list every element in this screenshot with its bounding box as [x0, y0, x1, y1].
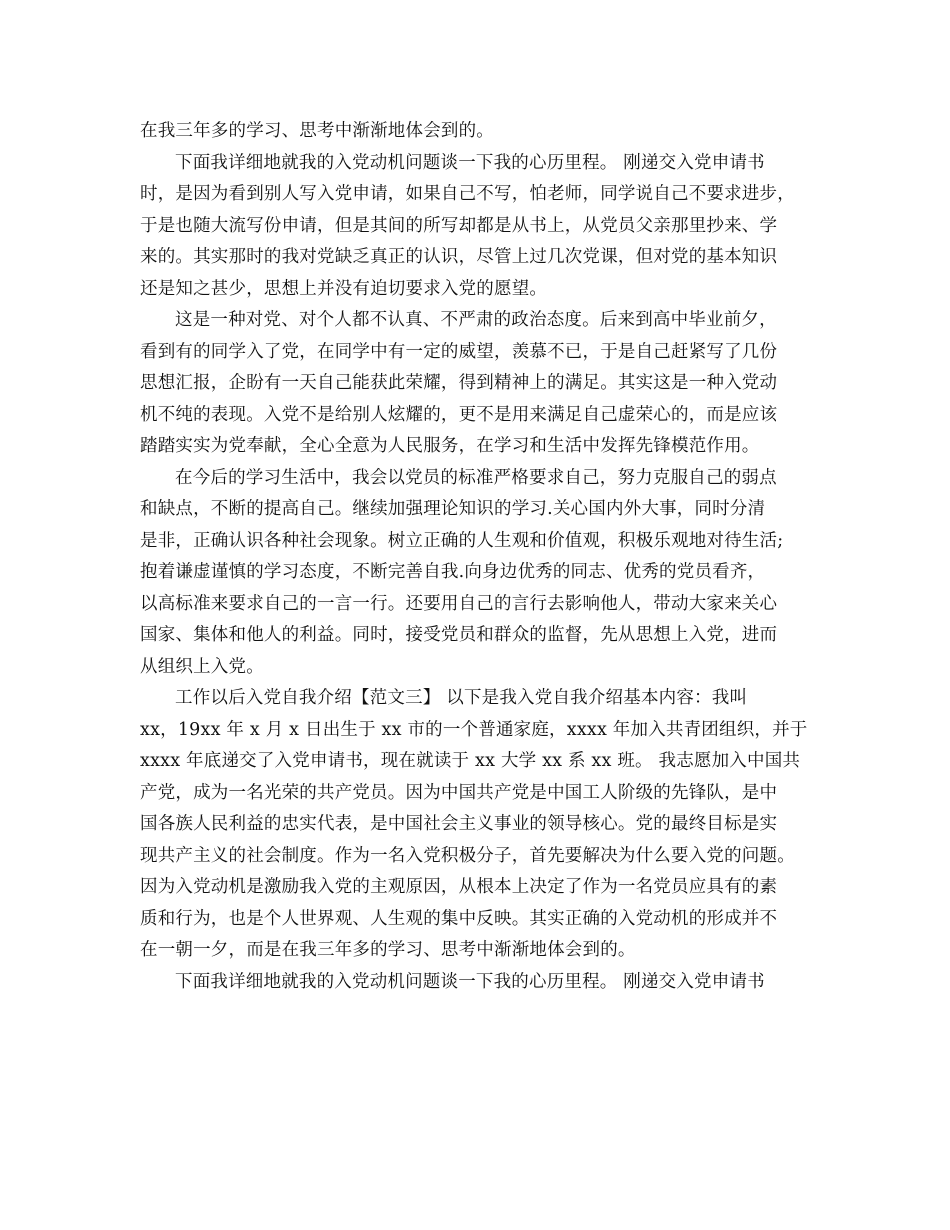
- text-line: 看到有的同学入了党，在同学中有一定的威望，羡慕不已，于是自己赶紧写了几份: [140, 341, 778, 362]
- text-line: 思想汇报，企盼有一天自己能获此荣耀，得到精神上的满足。其实这是一种入党动: [140, 373, 778, 393]
- text-line: 机不纯的表现。入党不是给别人炫耀的，更不是用来满足自己虚荣心的，而是应该: [140, 404, 778, 425]
- text-line: 在一朝一夕，而是在我三年多的学习、思考中渐渐地体会到的。: [140, 940, 636, 960]
- text-line: 是非，正确认识各种社会现象。树立正确的人生观和价值观，积极乐观地对待生活;: [140, 530, 784, 551]
- text-line: xx，19xx 年 x 月 x 日出生于 xx 市的一个普通家庭，xxxx 年加入共青团组织，并于: [140, 719, 808, 740]
- text-line: 产党，成为一名光荣的共产党员。因为中国共产党是中国工人阶级的先锋队，是中: [140, 782, 778, 803]
- text-line: 和缺点，不断的提高自己。继续加强理论知识的学习.关心国内外大事，同时分清: [140, 499, 766, 519]
- text-line: 抱着谦虚谨慎的学习态度，不断完善自我.向身边优秀的同志、优秀的党员看齐，: [140, 562, 766, 582]
- text-line: 时，是因为看到别人写入党申请，如果自己不写，怕老师，同学说自己不要求进步，: [140, 184, 795, 204]
- text-line: 下面我详细地就我的入党动机问题谈一下我的心历里程。 刚递交入党申请书: [175, 152, 765, 173]
- text-line: 来的。其实那时的我对党缺乏真正的认识，尽管上过几次党课，但对党的基本知识: [140, 247, 778, 267]
- text-line: 现共产主义的社会制度。作为一名入党积极分子，首先要解决为什么要入党的问题。: [140, 845, 795, 866]
- text-line: 工作以后入党自我介绍【范文三】 以下是我入党自我介绍基本内容：我叫: [175, 688, 748, 708]
- text-line: 因为入党动机是激励我入党的主观原因，从根本上决定了作为一名党员应具有的素: [140, 877, 778, 897]
- text-line: 质和行为，也是个人世界观、人生观的集中反映。其实正确的入党动机的形成并不: [140, 908, 778, 929]
- text-line: 于是也随大流写份申请，但是其间的所写却都是从书上，从党员父亲那里抄来、学: [140, 215, 778, 236]
- text-line: 从组织上入党。: [140, 656, 264, 677]
- text-line: 国家、集体和他人的利益。同时，接受党员和群众的监督，先从思想上入党，进而: [140, 625, 778, 645]
- text-line: xxxx 年底递交了入党申请书，现在就读于 xx 大学 xx 系 xx 班。 我志愿加入中国共: [140, 751, 801, 771]
- text-line: 在今后的学习生活中，我会以党员的标准严格要求自己，努力克服自己的弱点: [175, 467, 777, 488]
- text-line: 这是一种对党、对个人都不认真、不严肃的政治态度。后来到高中毕业前夕，: [175, 310, 777, 330]
- text-line: 还是知之甚少，思想上并没有迫切要求入党的愿望。: [140, 278, 548, 299]
- text-line: 以高标准来要求自己的一言一行。还要用自己的言行去影响他人，带动大家来关心: [140, 593, 778, 614]
- text-line: 国各族人民利益的忠实代表，是中国社会主义事业的领导核心。党的最终目标是实: [140, 814, 778, 834]
- document-body: [140, 116, 808, 998]
- text-line: 在我三年多的学习、思考中渐渐地体会到的。: [140, 121, 494, 141]
- text-line: 踏踏实实为党奉献，全心全意为人民服务，在学习和生活中发挥先锋模范作用。: [140, 436, 760, 456]
- text-line: 下面我详细地就我的入党动机问题谈一下我的心历里程。 刚递交入党申请书: [175, 971, 765, 992]
